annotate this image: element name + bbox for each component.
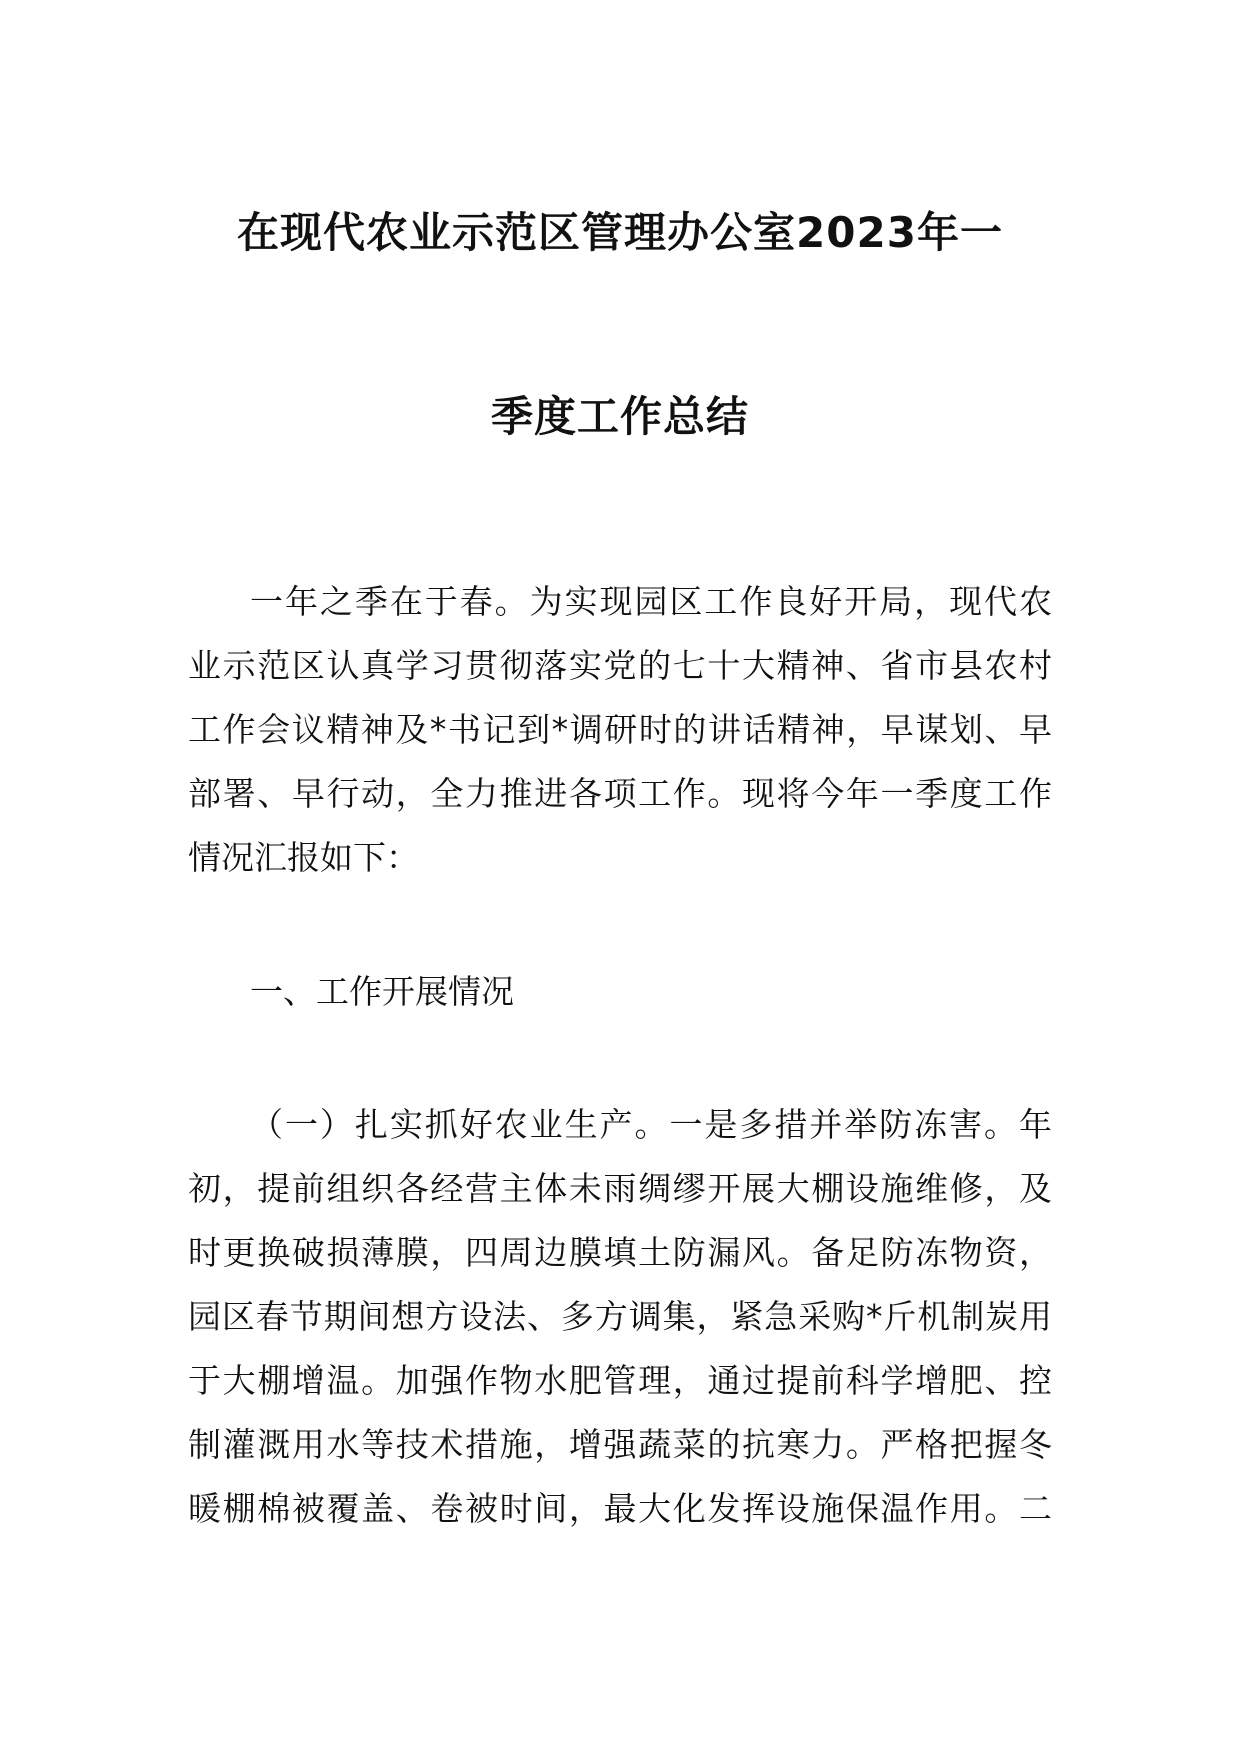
subsection-paragraph-line: 暖棚棉被覆盖、卷被时间，最大化发挥设施保温作用。二: [188, 1489, 1052, 1528]
subsection-paragraph-line: 于大棚增温。加强作物水肥管理，通过提前科学增肥、控: [188, 1361, 1052, 1400]
subsection-paragraph-line: 时更换破损薄膜，四周边膜填土防漏风。备足防冻物资，: [188, 1233, 1052, 1272]
subsection-paragraph-line: 园区春节期间想方设法、多方调集，紧急采购*斤机制炭用: [188, 1297, 1052, 1336]
subsection-paragraph-line: 制灌溉用水等技术措施，增强蔬菜的抗寒力。严格把握冬: [188, 1425, 1052, 1464]
subsection-paragraph-line: （一）扎实抓好农业生产。一是多措并举防冻害。年: [250, 1105, 1052, 1144]
intro-paragraph-line: 部署、早行动，全力推进各项工作。现将今年一季度工作: [188, 774, 1052, 813]
document-title-line-1: 在现代农业示范区管理办公室2023年一: [237, 208, 1003, 257]
intro-paragraph-line: 情况汇报如下：: [188, 838, 419, 877]
document-title-line-2: 季度工作总结: [490, 392, 749, 441]
intro-paragraph-line: 一年之季在于春。为实现园区工作良好开局，现代农: [250, 582, 1052, 621]
subsection-paragraph-line: 初，提前组织各经营主体未雨绸缪开展大棚设施维修，及: [188, 1169, 1052, 1208]
intro-paragraph-line: 工作会议精神及*书记到*调研时的讲话精神，早谋划、早: [188, 710, 1052, 749]
intro-paragraph-line: 业示范区认真学习贯彻落实党的七十大精神、省市县农村: [188, 646, 1052, 685]
section-heading: 一、工作开展情况: [250, 972, 514, 1011]
